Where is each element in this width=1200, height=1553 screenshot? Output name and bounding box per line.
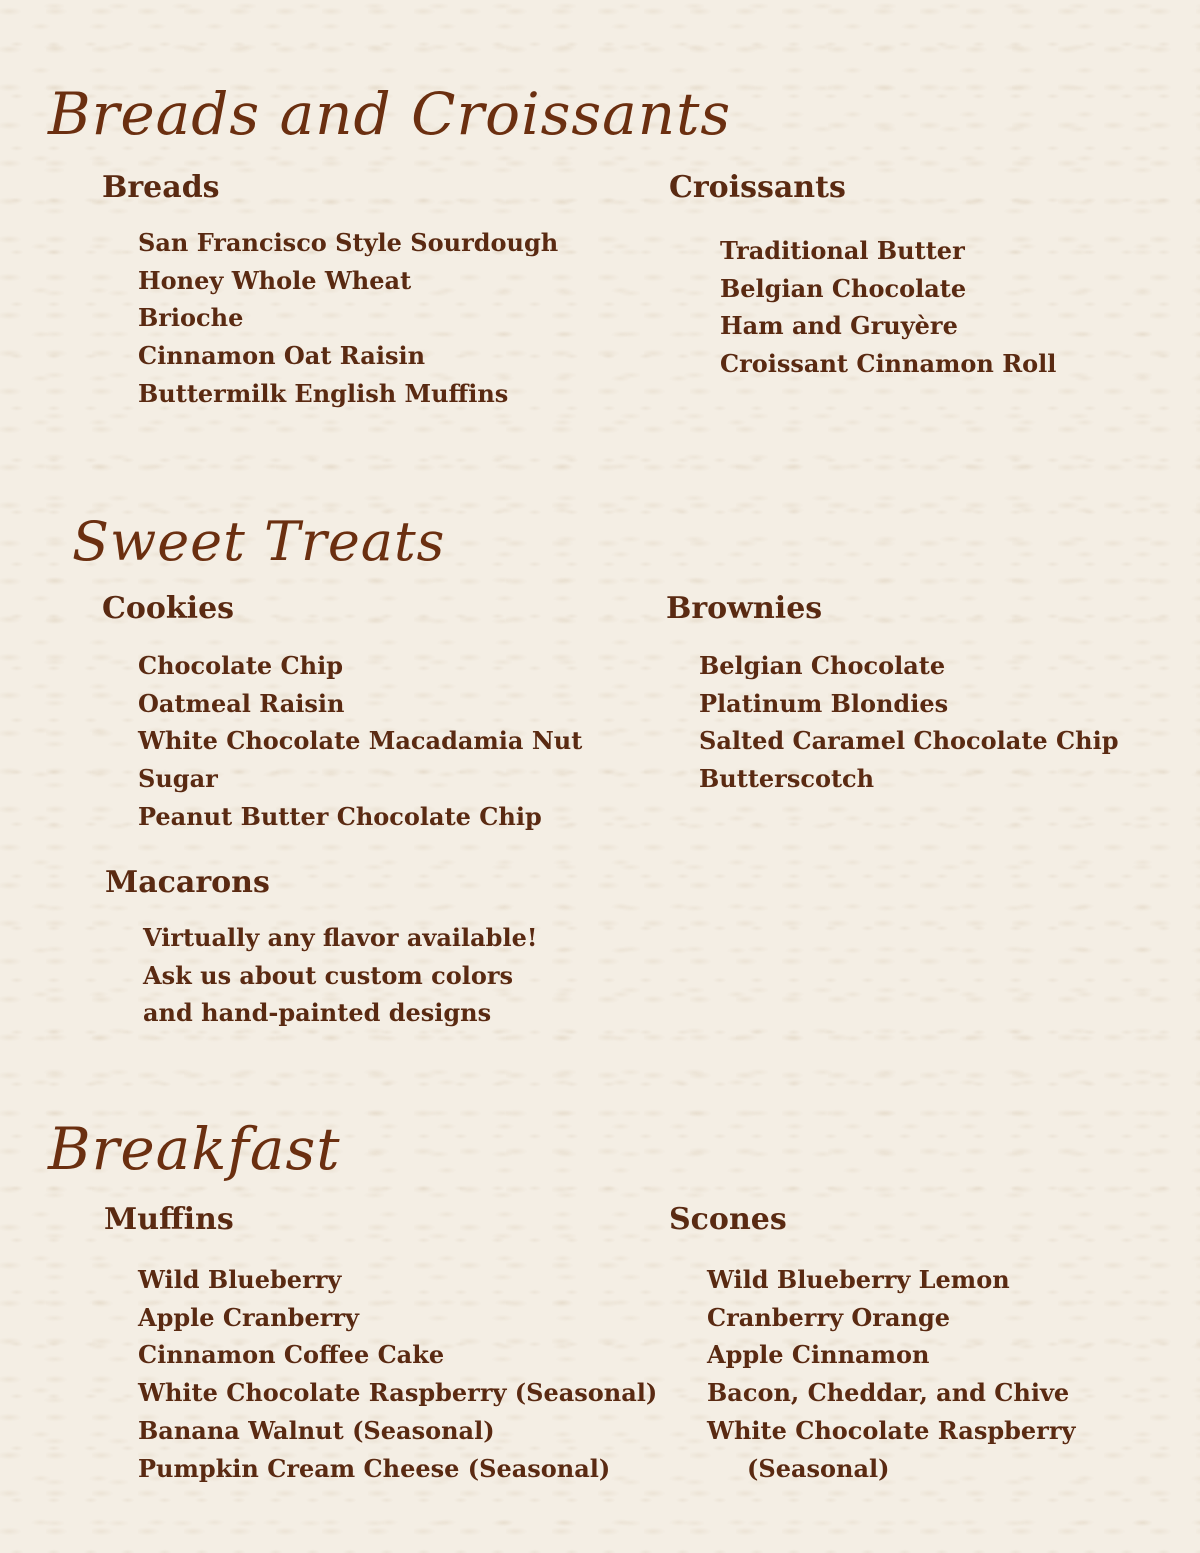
macarons-column bbox=[105, 865, 537, 1032]
brownies-heading: Brownies bbox=[666, 591, 823, 626]
list-item: Wild Blueberry Lemon bbox=[707, 1265, 1010, 1294]
section-title-breakfast: Breakfast bbox=[48, 1115, 341, 1183]
list-item: White Chocolate Macadamia Nut bbox=[138, 726, 583, 756]
list-item: Oatmeal Raisin bbox=[138, 688, 345, 718]
list-item: San Francisco Style Sourdough bbox=[138, 228, 559, 257]
list-item: Cinnamon Coffee Cake bbox=[138, 1340, 445, 1370]
muffins-list bbox=[104, 1261, 657, 1487]
list-item: Traditional Butter bbox=[720, 236, 965, 265]
brownies-column bbox=[666, 591, 1118, 798]
list-item: Brioche bbox=[138, 303, 244, 333]
list-item: Apple Cranberry bbox=[138, 1302, 359, 1332]
list-item: Buttermilk English Muffins bbox=[138, 378, 509, 408]
section-title-sweet-treats: Sweet Treats bbox=[72, 510, 446, 573]
list-item: Virtually any flavor available! bbox=[143, 923, 538, 952]
cookies-heading: Cookies bbox=[102, 591, 235, 626]
muffins-column bbox=[104, 1202, 657, 1487]
list-item: Chocolate Chip bbox=[138, 651, 344, 680]
list-item: White Chocolate Raspberry (Seasonal) bbox=[138, 1378, 658, 1408]
breads-heading: Breads bbox=[102, 170, 220, 205]
list-item: and hand-painted designs bbox=[143, 998, 492, 1028]
list-item: Banana Walnut (Seasonal) bbox=[138, 1415, 495, 1445]
cookies-list bbox=[102, 647, 582, 836]
macarons-heading: Macarons bbox=[105, 865, 270, 900]
list-item: Salted Caramel Chocolate Chip bbox=[699, 726, 1119, 756]
list-item: Belgian Chocolate bbox=[720, 273, 967, 303]
scones-list bbox=[669, 1261, 1075, 1487]
croissants-heading: Croissants bbox=[669, 170, 846, 205]
list-item: Ham and Gruyère bbox=[720, 311, 958, 341]
list-item: (Seasonal) bbox=[747, 1453, 890, 1483]
section-title-breads-and-croissants: Breads and Croissants bbox=[48, 80, 732, 148]
list-item: White Chocolate Raspberry bbox=[707, 1415, 1076, 1445]
brownies-list bbox=[666, 647, 1118, 798]
muffins-heading: Muffins bbox=[104, 1202, 234, 1237]
list-item: Belgian Chocolate bbox=[699, 651, 946, 680]
list-item: Cranberry Orange bbox=[707, 1302, 950, 1332]
list-item: Butterscotch bbox=[699, 764, 875, 794]
list-item: Peanut Butter Chocolate Chip bbox=[138, 801, 542, 831]
croissants-column bbox=[669, 170, 1056, 383]
list-item: Platinum Blondies bbox=[699, 688, 949, 718]
list-item: Ask us about custom colors bbox=[143, 960, 513, 990]
cookies-column bbox=[102, 591, 582, 836]
list-item: Wild Blueberry bbox=[138, 1265, 342, 1294]
list-item: Honey Whole Wheat bbox=[138, 265, 412, 295]
list-item: Pumpkin Cream Cheese (Seasonal) bbox=[138, 1453, 611, 1483]
breads-column bbox=[102, 170, 558, 413]
scones-heading: Scones bbox=[669, 1202, 787, 1237]
macarons-list bbox=[105, 919, 537, 1032]
scones-column bbox=[669, 1202, 1075, 1487]
croissants-list bbox=[669, 232, 1056, 383]
breads-list bbox=[102, 224, 558, 413]
list-item: Bacon, Cheddar, and Chive bbox=[707, 1378, 1070, 1408]
list-item: Apple Cinnamon bbox=[707, 1340, 930, 1370]
list-item: Cinnamon Oat Raisin bbox=[138, 341, 426, 371]
list-item: Sugar bbox=[138, 764, 218, 794]
list-item: Croissant Cinnamon Roll bbox=[720, 349, 1057, 379]
